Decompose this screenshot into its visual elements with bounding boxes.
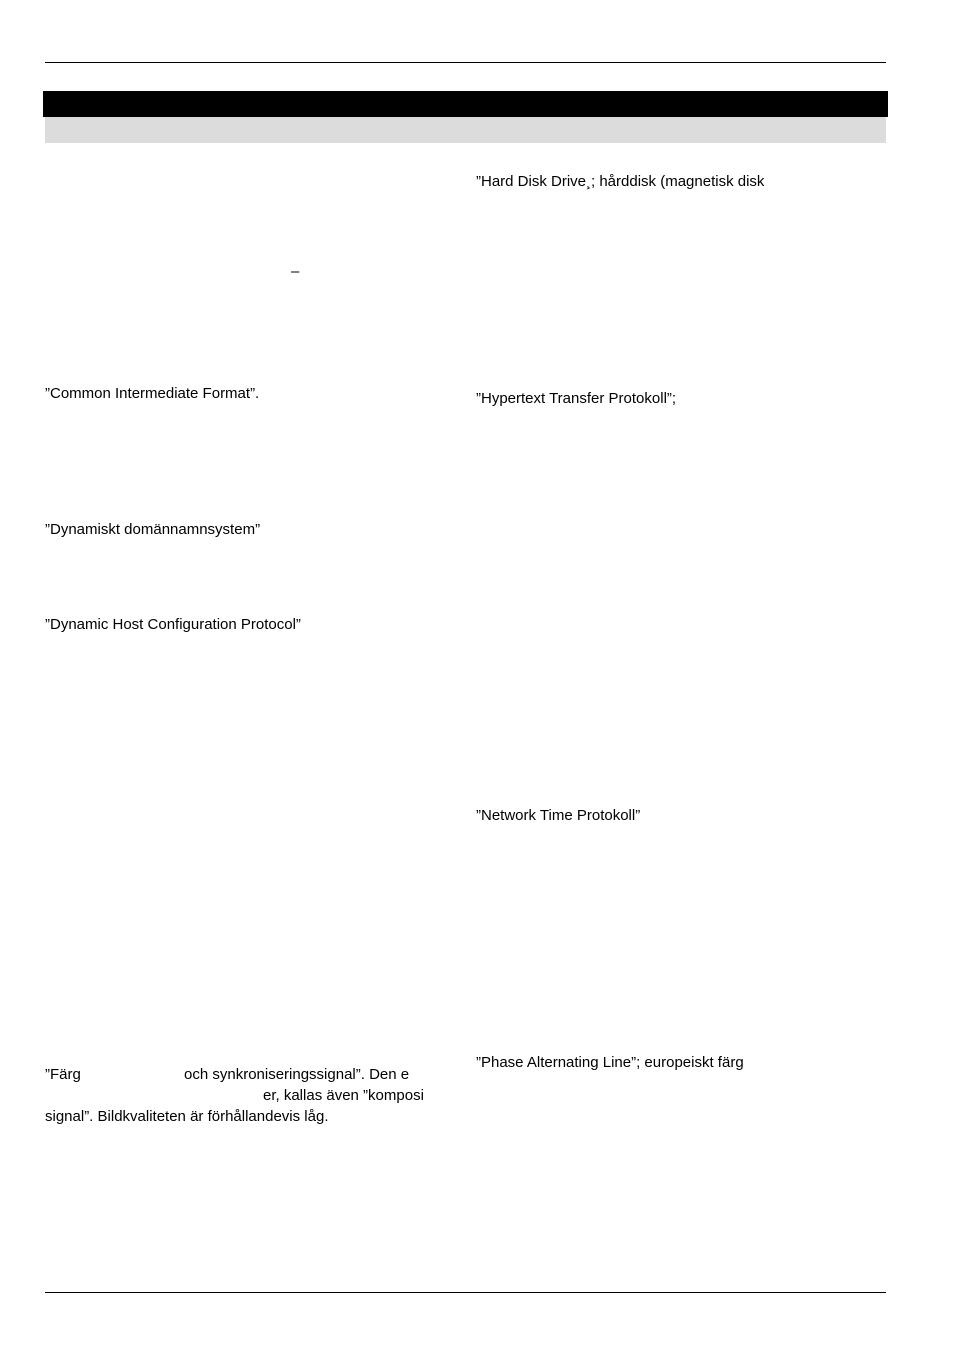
cif-definition: ”Common Intermediate Format”. bbox=[45, 385, 260, 402]
cvbs-line-3 bbox=[45, 1106, 440, 1127]
cvbs-line-1 bbox=[45, 1064, 440, 1085]
ddns-definition: ”Dynamiskt domännamnsystem” bbox=[45, 521, 261, 538]
cvbs-line-3-text: signal”. Bildkvaliteten är förhållandevis låg. bbox=[45, 1108, 329, 1125]
pal-definition: ”Phase Alternating Line”; europeiskt färg bbox=[476, 1054, 744, 1071]
section-subheader-bar bbox=[45, 117, 886, 143]
hdd-definition: ”Hard Disk Drive¸; hårddisk (magnetisk disk bbox=[476, 173, 765, 190]
section-header-bar bbox=[43, 91, 888, 117]
http-definition: ”Hypertext Transfer Protokoll”; bbox=[476, 390, 677, 407]
dhcp-definition: ”Dynamic Host Configuration Protocol” bbox=[45, 616, 301, 633]
left-dash: – bbox=[291, 263, 300, 280]
ntp-definition: ”Network Time Protokoll” bbox=[476, 807, 641, 824]
cvbs-line-1-start: ”Färg bbox=[45, 1066, 81, 1083]
cvbs-line-2-end: er, kallas även ”komposi bbox=[263, 1087, 424, 1104]
cvbs-definition bbox=[45, 1064, 440, 1127]
cvbs-line-1-end: och synkroniseringssignal”. Den e bbox=[184, 1066, 410, 1083]
cvbs-line-2 bbox=[45, 1085, 440, 1106]
footer-rule bbox=[45, 1292, 886, 1293]
header-rule bbox=[45, 62, 886, 63]
